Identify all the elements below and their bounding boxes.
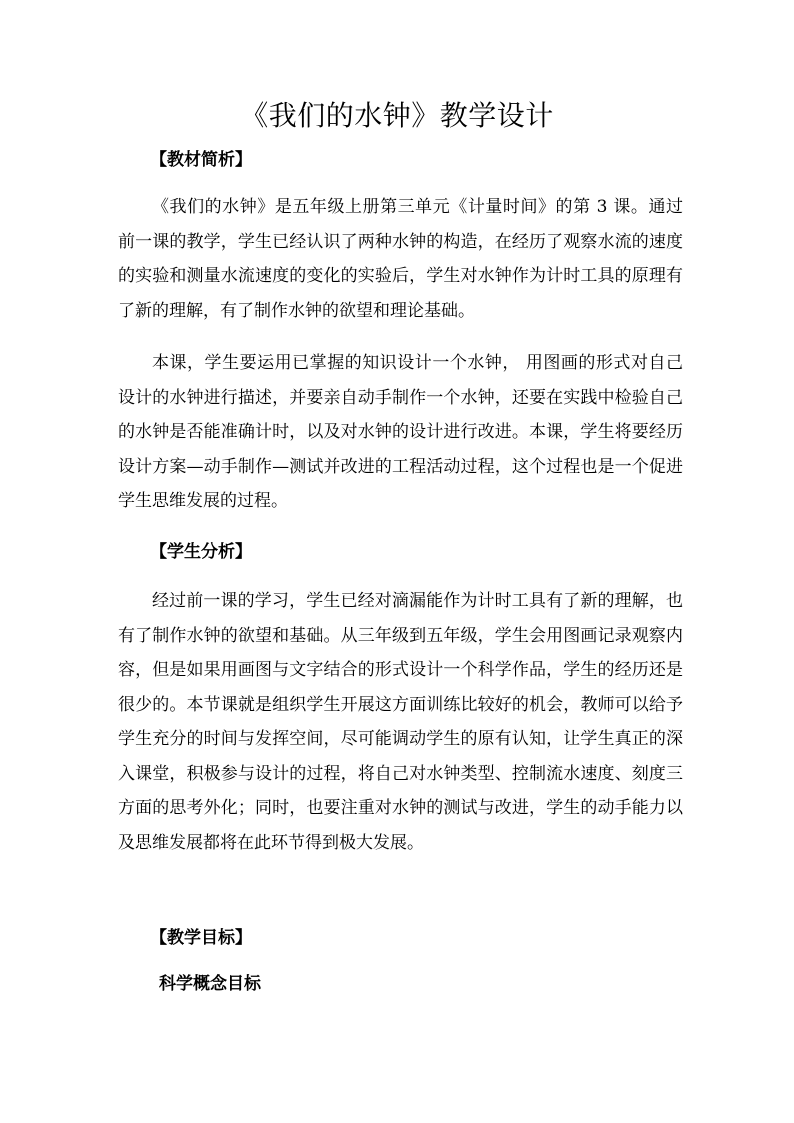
- section-heading-student-analysis: 【学生分析】: [150, 542, 252, 562]
- paragraph-textbook-analysis-1: 《我们的水钟》是五年级上册第三单元《计量时间》的第 3 课。通过前一课的教学，学生已经认识了两种水钟的构造，在经历了观察水流的速度的实验和测量水流速度的变化的实验后，学生对水钟作为计时工具的原理有了新的理解，有了制作水钟的欲望和理论基础。: [118, 197, 683, 321]
- paragraph-textbook-analysis-2: 本课，学生要运用已掌握的知识设计一个水钟， 用图画的形式对自己设计的水钟进行描述，并要亲自动手制作一个水钟，还要在实践中检验自己的水钟是否能准确计时，以及对水钟的设计进行改进。本课，学生将要经历设计方案—动手制作—测试并改进的工程活动过程，这个过程也是一个促进学生思维发展的过程。: [118, 353, 683, 511]
- document-title: 《我们的水钟》教学设计: [240, 99, 554, 132]
- paragraph-student-analysis: 经过前一课的学习，学生已经对滴漏能作为计时工具有了新的理解，也有了制作水钟的欲望和基础。从三年级到五年级，学生会用图画记录观察内容，但是如果用画图与文字结合的形式设计一个科学作品，学生的经历还是很少的。本节课就是组织学生开展这方面训练比较好的机会，教师可以给予学生充分的时间与发挥空间，尽可能调动学生的原有认知，让学生真正的深入课堂，积极参与设计的过程，将自己对水钟类型、控制流水速度、刻度三方面的思考外化；同时，也要注重对水钟的测试与改进，学生的动手能力以及思维发展都将在此环节得到极大发展。: [118, 591, 683, 853]
- subheading-science-concept-goals: 科学概念目标: [159, 974, 261, 994]
- section-heading-teaching-goals: 【教学目标】: [150, 928, 252, 948]
- section-heading-textbook-analysis: 【教材简析】: [150, 150, 252, 170]
